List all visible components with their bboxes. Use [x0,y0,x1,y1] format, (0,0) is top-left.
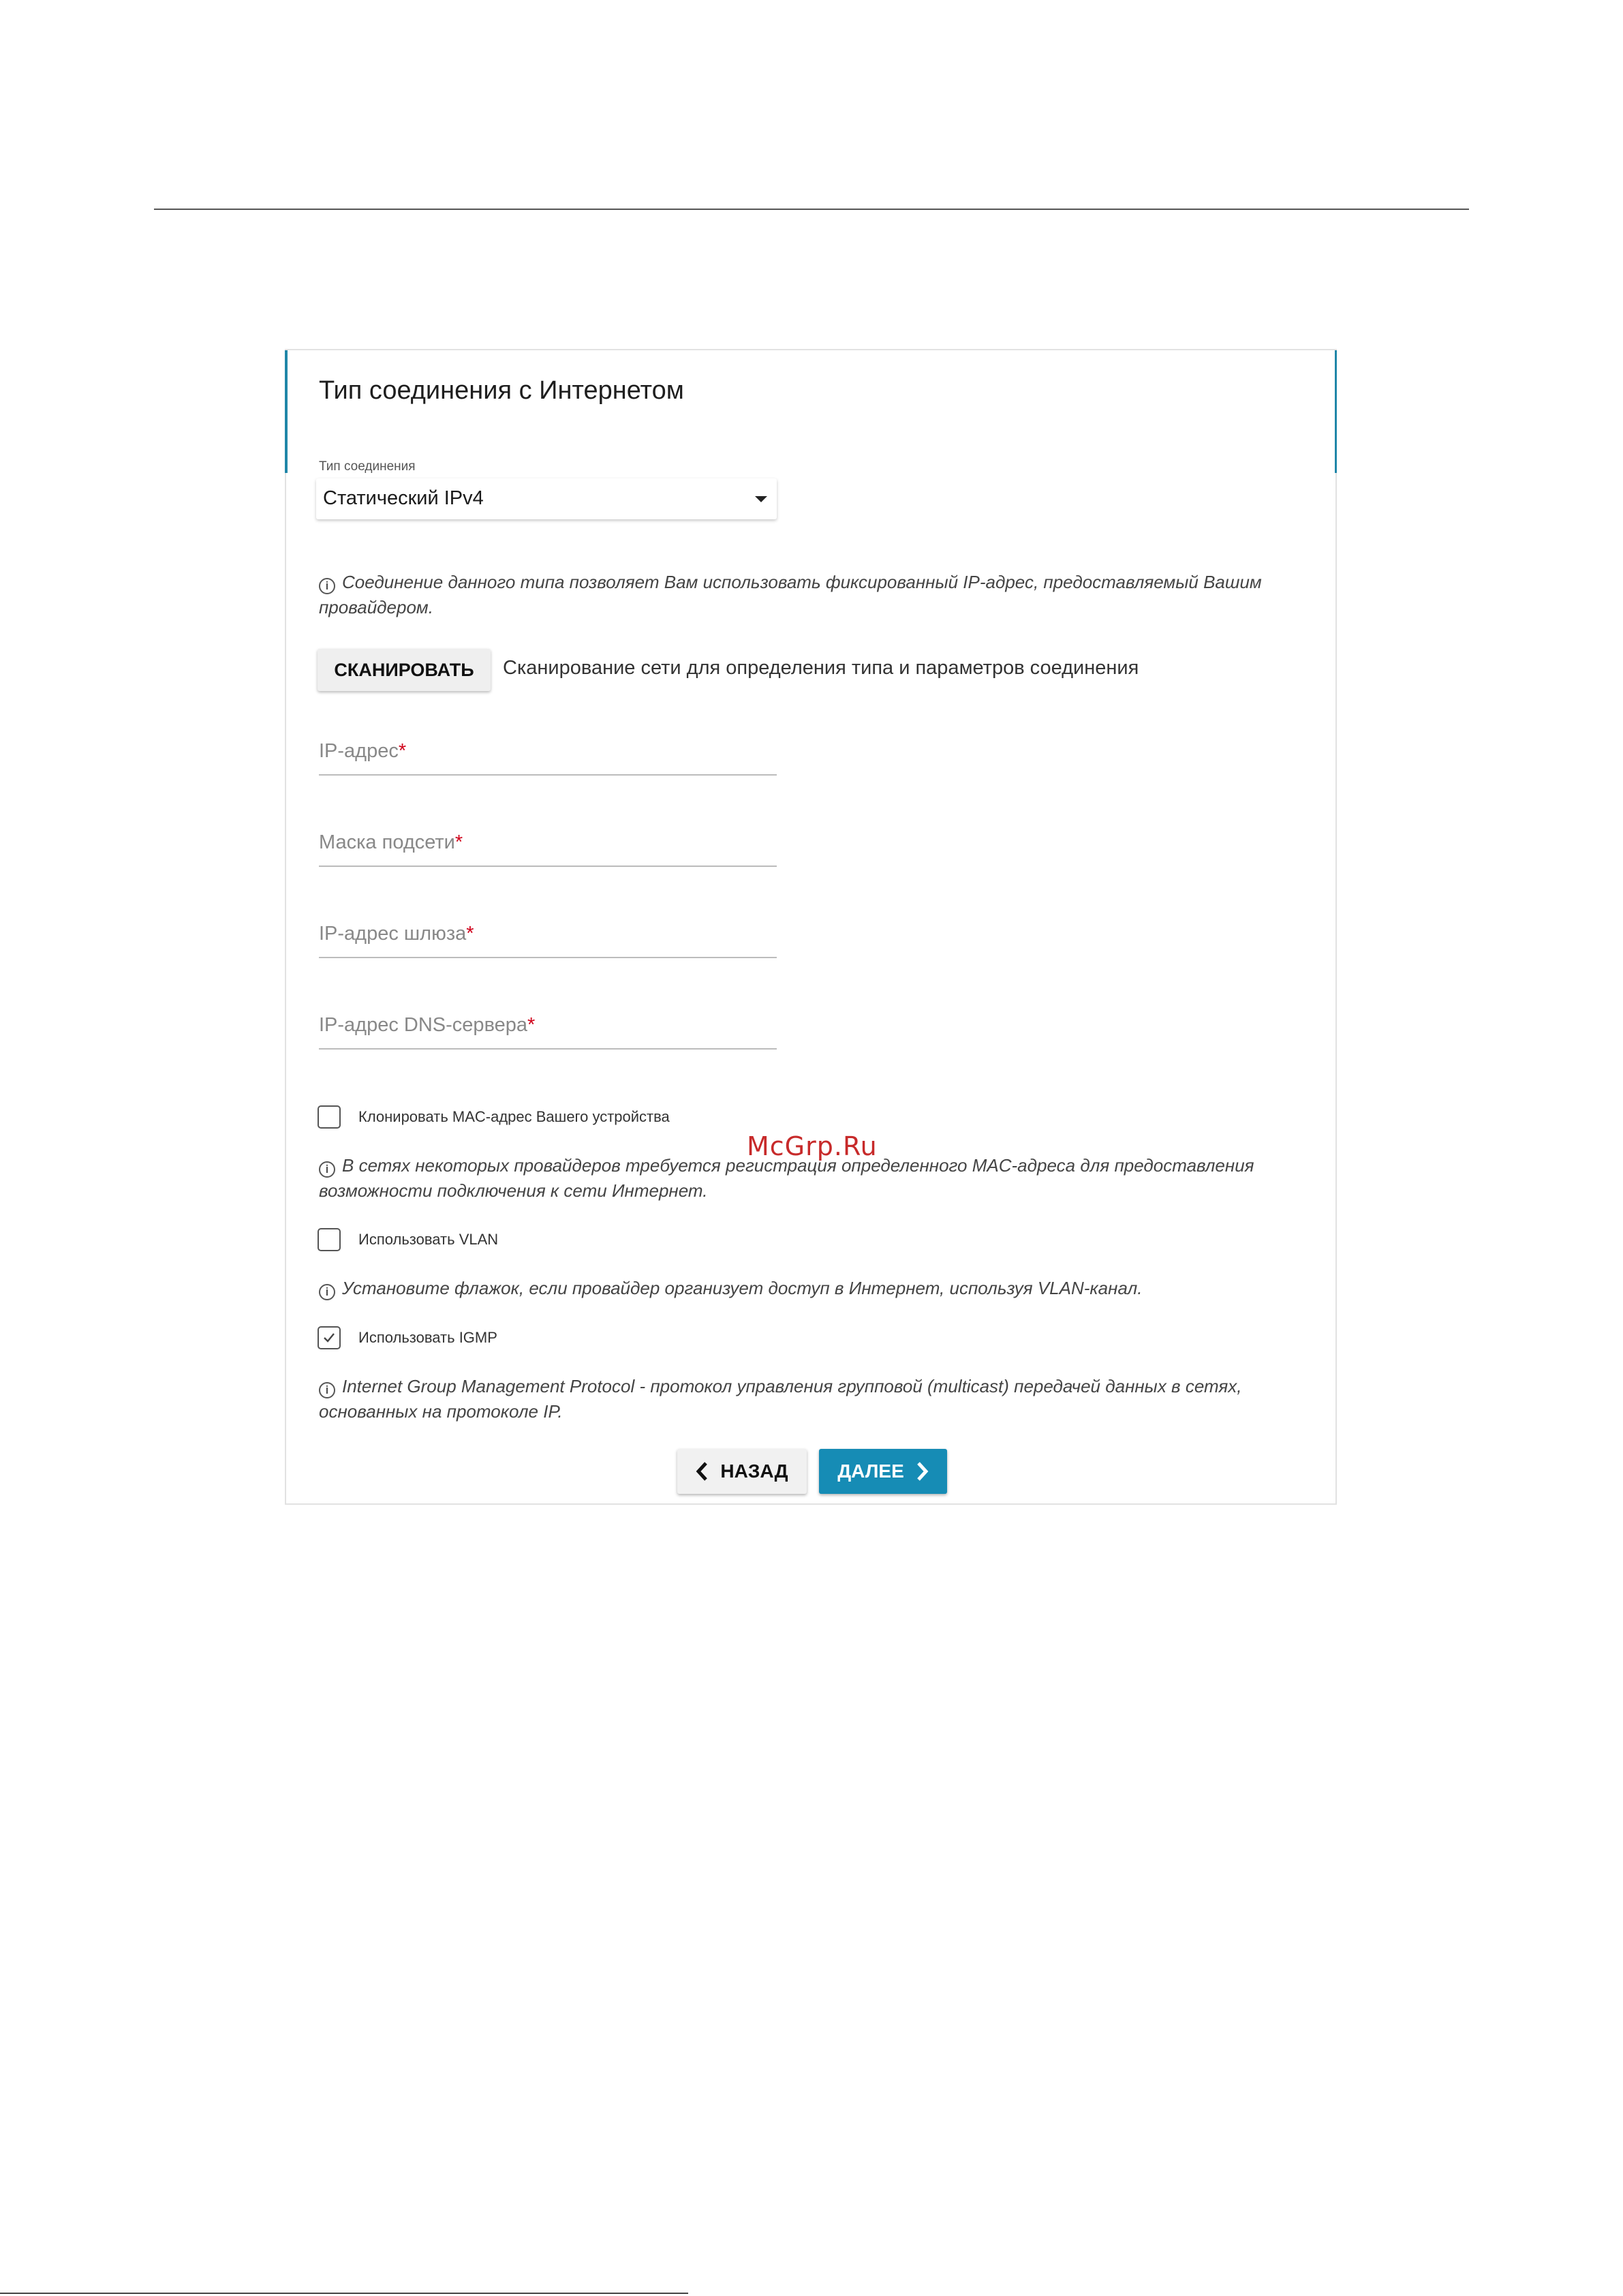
required-mark: * [454,831,463,853]
back-button[interactable] [677,1449,807,1494]
dns-server-ip-field[interactable] [319,1000,777,1050]
vlan-info-text: Установите флажок, если провайдер организует доступ в Интернет, используя VLAN-канал. [342,1278,1143,1298]
scan-button[interactable]: СКАНИРОВАТЬ [318,649,491,691]
scan-description: Сканирование сети для определения типа и параметров соединения [503,657,1139,679]
connection-type-value: Статический IPv4 [323,487,484,509]
caret-down-icon [755,496,767,502]
ip-address-field[interactable] [319,726,777,776]
gateway-ip-field[interactable] [319,909,777,958]
info-circle-icon: i [319,578,335,594]
vlan-info [319,1276,1300,1301]
connection-type-card [285,349,1337,1505]
igmp-info [319,1374,1300,1424]
required-mark: * [527,1014,536,1036]
dns-server-ip-label: IP-адрес DNS-сервера [319,1014,528,1036]
connection-type-info-text: Соединение данного типа позволяет Вам использовать фиксированный IP-адрес, предоставляемый Вашим провайдером. [319,572,1262,617]
next-button[interactable] [819,1449,947,1494]
vlan-label: Использовать VLAN [358,1231,499,1248]
connection-type-info [319,570,1300,620]
subnet-mask-field[interactable] [319,818,777,867]
card-accent-right [1335,350,1337,473]
clone-mac-label: Клонировать MAC-адрес Вашего устройства [358,1108,670,1125]
connection-type-select[interactable] [316,478,777,519]
info-circle-icon: i [319,1284,335,1300]
igmp-info-text: Internet Group Management Protocol - протокол управления групповой (multicast) передачей данных в сетях, основанных на протоколе IP. [319,1376,1242,1422]
required-mark: * [466,923,474,945]
info-circle-icon: i [319,1382,335,1398]
vlan-checkbox[interactable] [318,1228,341,1251]
chevron-left-icon [696,1461,708,1482]
clone-mac-checkbox[interactable] [318,1105,341,1129]
back-button-label: НАЗАД [720,1460,788,1482]
page-title: Тип соединения с Интернетом [319,376,684,405]
card-accent-left [285,350,288,473]
info-circle-icon: i [319,1161,335,1178]
required-mark: * [398,740,407,762]
watermark: McGrp.Ru [747,1131,878,1161]
ip-address-label: IP-адрес [319,740,399,762]
checkmark-icon [322,1331,336,1345]
next-button-label: ДАЛЕЕ [837,1460,904,1482]
page-bottom-rule [0,2293,688,2294]
igmp-label: Использовать IGMP [358,1329,497,1346]
connection-type-label: Тип соединения [319,459,416,474]
clone-mac-info-text: В сетях некоторых провайдеров требуется регистрация определенного MAC-адреса для предоставления возможности подключения к сети Интернет. [319,1155,1254,1201]
page-top-rule [154,209,1469,210]
chevron-right-icon [916,1461,929,1482]
subnet-mask-label: Маска подсети [319,831,455,853]
gateway-ip-label: IP-адрес шлюза [319,923,467,945]
igmp-checkbox[interactable] [318,1326,341,1349]
